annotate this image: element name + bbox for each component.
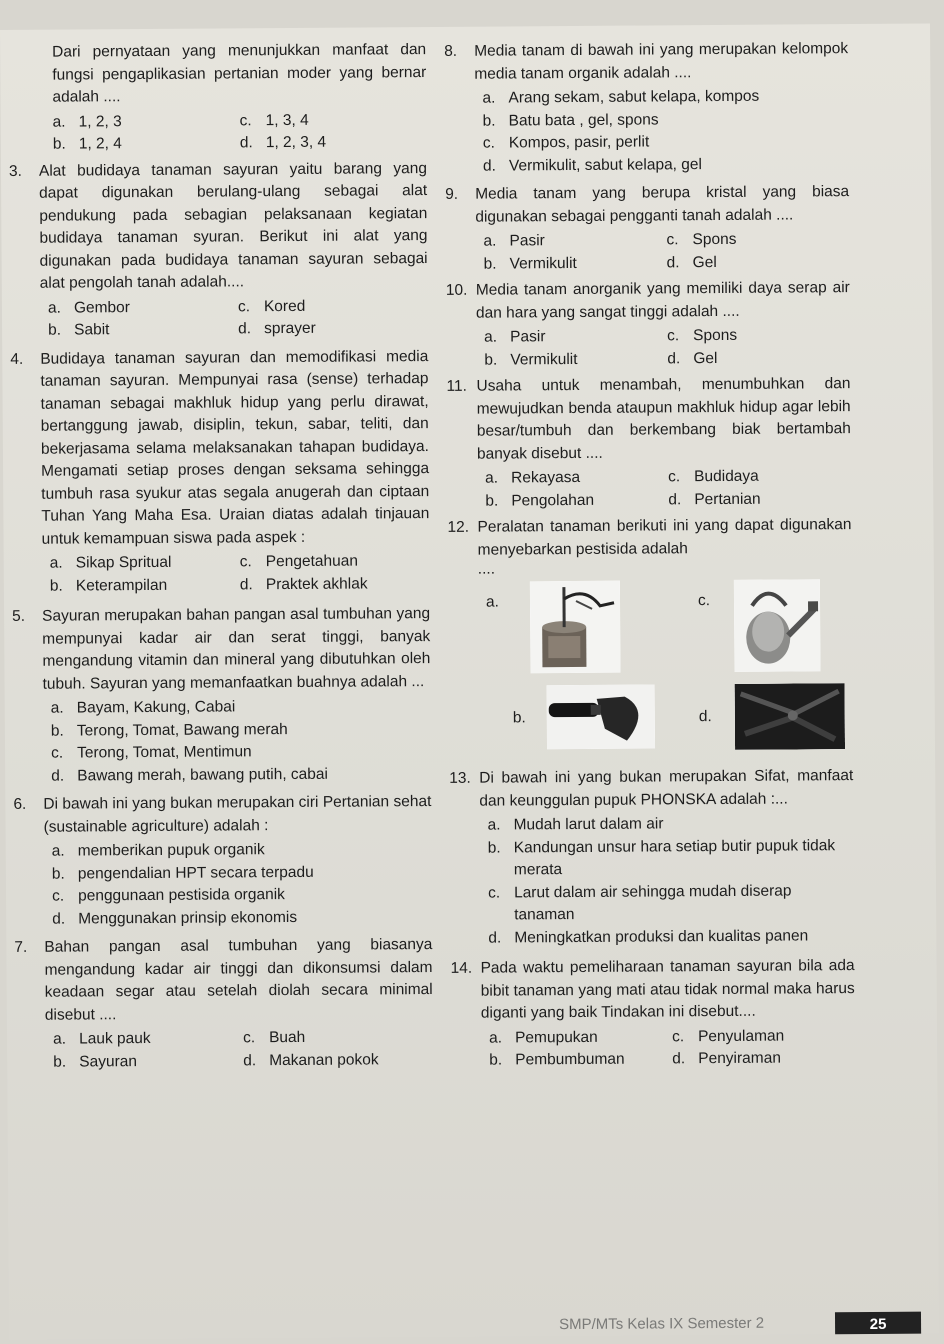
option-c: c. Buah <box>243 1026 433 1050</box>
left-column <box>8 27 433 1076</box>
shears-icon <box>735 683 845 750</box>
question-text: Di bawah ini yang bukan merupakan ciri Pertanian sehat (sustainable agriculture) adalah : <box>43 791 431 839</box>
option-a: a. Gembor <box>48 296 238 320</box>
question-11 <box>446 373 851 513</box>
option-d: d. 1, 2, 3, 4 <box>240 131 427 155</box>
question-number: 10. <box>446 280 468 303</box>
option-c: c. Kored <box>238 295 428 319</box>
option-c: c. Kompos, pasir, perlit <box>483 130 849 155</box>
question-number: 14. <box>450 958 472 981</box>
image-options: a. c. b. d. <box>478 579 853 766</box>
option-a: a. Sikap Spritual <box>50 551 240 575</box>
option-c: c. penggunaan pestisida organik <box>52 883 432 908</box>
option-b: b. Vermikulit <box>484 252 667 276</box>
option-b: b. Pembumbuman <box>489 1048 672 1072</box>
option-b: b. 1, 2, 4 <box>53 132 240 156</box>
question-number: 5. <box>12 606 25 629</box>
question-number: 3. <box>9 160 22 183</box>
option-b: b. Sayuran <box>53 1050 243 1074</box>
option-a: a. Rekayasa <box>485 466 668 490</box>
trowel-icon <box>547 684 655 749</box>
question-number: 8. <box>444 41 457 64</box>
question-text: Media tanam yang berupa kristal yang biasa digunakan sebagai pengganti tanah adalah .... <box>475 181 849 229</box>
option-d: d. Gel <box>667 251 850 275</box>
question-5 <box>12 603 431 788</box>
question-7 <box>14 934 433 1074</box>
question-3 <box>9 158 428 343</box>
option-b: b. Pengolahan <box>485 489 668 513</box>
option-d: d. Praktek akhlak <box>240 573 430 597</box>
option-a: a. Pemupukan <box>489 1026 672 1050</box>
worksheet-page <box>0 24 939 1340</box>
question-dots: .... <box>478 559 852 578</box>
option-c: c. Spons <box>666 228 849 252</box>
question-12 <box>447 514 853 766</box>
option-a: a. Pasir <box>483 229 666 253</box>
question-text: Pada waktu pemeliharaan tanaman sayuran bila ada bibit tanaman yang mati atau tidak normal maka harus diganti yang baik Tindakan ini disebut.... <box>480 955 854 1025</box>
question-4 <box>10 346 430 598</box>
option-d: d. sprayer <box>238 317 428 341</box>
option-c: c. 1, 3, 4 <box>240 109 427 133</box>
question-number: 9. <box>445 184 458 207</box>
option-a: a. Pasir <box>484 325 667 349</box>
question-number: 7. <box>14 937 27 960</box>
question-text: Sayuran merupakan bahan pangan asal tumbuhan yang mempunyai kadar air dan serat tinggi, banyak mengandung vitamin dan mineral yang dibutuhkan oleh tubuh. Sayuran yang memanfaatkan buahnya adalah ... <box>42 603 431 696</box>
question-number: 4. <box>10 348 23 371</box>
question-number: 12. <box>447 517 469 540</box>
option-a: a. Bayam, Kakung, Cabai <box>51 695 431 720</box>
option-c: c. Penyulaman <box>672 1025 855 1049</box>
option-b: b. Keterampilan <box>50 574 240 598</box>
option-d: d. Makanan pokok <box>243 1049 433 1073</box>
option-d: d. Penyiraman <box>672 1047 855 1071</box>
option-d: d. Bawang merah, bawang putih, cabai <box>51 763 431 788</box>
option-a: a. Lauk pauk <box>53 1027 243 1051</box>
page-footer <box>539 1311 939 1336</box>
question-text: Dari pernyataan yang menunjukkan manfaat dan fungsi pengaplikasian pertanian moder yang bernar adalah .... <box>52 39 426 109</box>
option-a: a. Mudah larut dalam air <box>487 812 853 837</box>
option-a: a. Arang sekam, sabut kelapa, kompos <box>482 85 848 110</box>
option-b: b. Vermikulit <box>484 348 667 372</box>
question-text: Budidaya tanaman sayuran dan memodifikasi media tanaman sayuran. Mempunyai rasa (sense) terhadap tanaman sebagai makhluk hidup yang perlu dirawat, bertanggung jawab, disiplin, tekun, sabar, teliti, dan bekerjasama selama melaksanakan tahapan budidaya. Mengamati setiap proses dengan seksama sehingga tumbuh rasa syukur atas segala anugerah dan ciptaan Tuhan Yang Maha Esa. Uraian diatas adalah tinjauan untuk kemampuan siswa pada aspek : <box>40 346 429 551</box>
option-c: c. Spons <box>667 324 850 348</box>
option-d: d. Vermikulit, sabut kelapa, gel <box>483 153 849 178</box>
page-number: 25 <box>835 1312 921 1335</box>
option-c: c. Terong, Tomat, Mentimun <box>51 740 431 765</box>
question-13 <box>449 765 854 950</box>
option-a: a. memberikan pupuk organik <box>52 838 432 863</box>
question-6 <box>13 791 432 931</box>
question-9 <box>445 181 850 276</box>
option-b: b. Sabit <box>48 318 238 342</box>
watering-can-image <box>734 579 821 672</box>
option-b: b. Terong, Tomat, Bawang merah <box>51 718 431 743</box>
question-14 <box>450 955 855 1072</box>
right-column <box>444 24 855 1074</box>
option-d: d. Menggunakan prinsip ekonomis <box>52 906 432 931</box>
question-text: Peralatan tanaman berikuti ini yang dapat digunakan menyebarkan pestisida adalah <box>477 514 851 562</box>
pruning-shears-image <box>735 683 845 750</box>
option-c: c. Larut dalam air sehingga mudah diserap tanaman <box>488 880 854 928</box>
question-2 <box>8 39 427 156</box>
question-text: Bahan pangan asal tumbuhan yang biasanya mengandung kadar air tinggi dan dikonsumsi dalam keadaan segar atau setelah diolah secara minimal disebut .... <box>44 934 433 1027</box>
option-a: a. 1, 2, 3 <box>53 110 240 134</box>
option-c: c. Budidaya <box>668 465 851 489</box>
option-c: c. Pengetahuan <box>240 550 430 574</box>
question-8 <box>444 38 849 178</box>
question-text: Usaha untuk menambah, menumbuhkan dan mewujudkan benda ataupun makhluk hidup agar lebih besar/tumbuh dan berkembang biak bertambah banyak disebut .... <box>476 373 851 466</box>
question-number: 6. <box>13 794 26 817</box>
option-d: d. Gel <box>667 347 850 371</box>
question-text: Media tanam anorganik yang memiliki daya serap air dan hara yang sangat tinggi adalah .... <box>476 277 850 325</box>
question-text: Media tanam di bawah ini yang merupakan kelompok media tanam organik adalah .... <box>474 38 848 86</box>
question-text: Alat budidaya tanaman sayuran yaitu barang yang dapat digunakan berulang-ulang sebagai alat pendukung pada sebagian pelaksanaan kegiatan budidaya tanaman syuran. Berikut ini alat yang digunakan pada budidaya tanaman sayuran sebagai alat pengolah tanah adalah.... <box>39 158 428 296</box>
bucket-sprayer-icon <box>530 581 621 674</box>
option-b: b. Batu bata , gel, spons <box>483 108 849 133</box>
watering-can-icon <box>734 579 821 672</box>
option-b: b. pengendalian HPT secara terpadu <box>52 861 432 886</box>
hand-trowel-image <box>547 684 655 749</box>
option-d: d. Meningkatkan produksi dan kualitas panen <box>488 925 854 950</box>
question-10 <box>446 277 851 372</box>
bucket-sprayer-image <box>530 581 621 674</box>
option-d: d. Pertanian <box>668 488 851 512</box>
option-b: b. Kandungan unsur hara setiap butir pupuk tidak merata <box>488 835 854 883</box>
question-number: 11. <box>446 376 467 399</box>
question-text: Di bawah ini yang bukan merupakan Sifat, manfaat dan keunggulan pupuk PHONSKA adalah :... <box>479 765 853 813</box>
footer-text: SMP/MTs Kelas IX Semester 2 <box>559 1315 764 1333</box>
question-number: 13. <box>449 768 471 791</box>
